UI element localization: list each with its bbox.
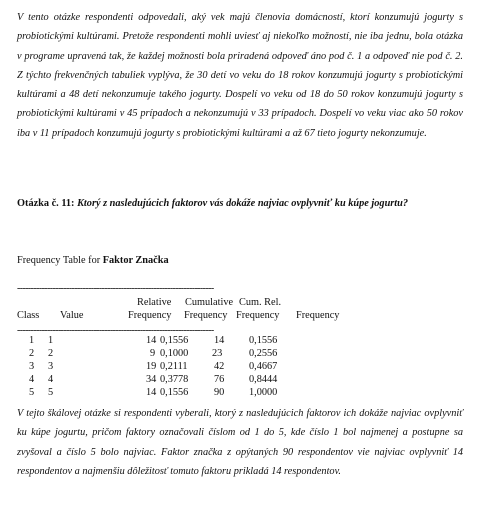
table-separator-top: ------------------------------------------------------------------------ — [17, 284, 214, 294]
cell-cumulative: 23 — [212, 348, 223, 359]
question-number: Otázka č. 11: — [17, 198, 75, 209]
cell-relative: 0,1556 — [160, 387, 189, 398]
header-frequency: Frequency — [296, 310, 340, 321]
header-frequency: Frequency — [184, 310, 228, 321]
cell-relative: 0,1556 — [160, 335, 189, 346]
question-text: Ktorý z nasledujúcich faktorov vás dokáže najviac ovplyvniť ku kúpe jogurtu? — [77, 198, 409, 209]
cell-class: 5 — [29, 387, 35, 398]
cell-class: 1 — [29, 335, 35, 346]
cell-cum-rel: 0,2556 — [249, 348, 278, 359]
cell-relative: 0,3778 — [160, 374, 189, 385]
frequency-table-title — [17, 254, 169, 268]
header-frequency: Frequency — [236, 310, 280, 321]
cell-frequency: 19 — [146, 361, 157, 372]
cell-cum-rel: 1,0000 — [249, 387, 278, 398]
cell-class: 2 — [29, 348, 35, 359]
header-frequency: Frequency — [128, 310, 172, 321]
cell-value: 1 — [48, 335, 54, 346]
paragraph-age-consumption: V tento otázke respondenti odpovedali, aký vek majú členovia domácností, ktorí konzumujú jogurty s probiotickými kultúrami. Pretože respondenti mohli uviesť aj niekoľko možností, nie iba jednu, bola otázka v programe upravená tak, že každej možnosti bola priradená odpoveď áno pod č. 1 a odpoveď nie pod č. 2. Z týchto frekvenčných tabuliek vyplýva, že 30 detí vo veku do 18 rokov konzumujú jogurty s probiotickými kultúrami a 48 detí nekonzumuje takého jogurty. Dospelí vo veku od 18 do 50 rokov konzumujú jogurty s probiotickými kultúrami v 45 prípadoch a nekonzumujú v 33 prípadoch. Dospelí vo veku viac ako 50 rokov iba v 11 prípadoch konzumujú jogurty s probiotickými kultúrami a až 67 tieto jogurty nekonzumuje. — [17, 12, 463, 139]
header-cumulative: Cumulative — [185, 297, 234, 308]
table-title-prefix: Frequency Table for — [17, 255, 101, 266]
cell-relative: 0,2111 — [160, 361, 188, 372]
header-class: Class — [17, 310, 40, 321]
cell-value: 3 — [48, 361, 54, 372]
cell-cumulative: 76 — [214, 374, 225, 385]
cell-class: 3 — [29, 361, 35, 372]
table-title-variable: Faktor Značka — [102, 255, 169, 266]
cell-frequency: 9 — [150, 348, 156, 359]
paragraph-interpretation: V tejto škálovej otázke si respondenti vyberali, ktorý z nasledujúcich faktorov ich dokáže najviac ovplyvniť ku kúpe jogurtu, pričom faktory označovali číslom od 1 do 5, kde číslo 1 bol najmenej a postupne sa zvyšoval a číslo 5 bolo najviac. Faktor značka z opýtaných 90 respondentov vie najviac ovplyvniť 14 respondentov a najmenšiu dôležitosť tomuto faktoru prikladá 14 respondentov. — [17, 408, 463, 477]
cell-cumulative: 90 — [214, 387, 225, 398]
cell-frequency: 14 — [146, 387, 157, 398]
header-relative: Relative — [137, 297, 172, 308]
cell-frequency: 34 — [146, 374, 157, 385]
cell-cumulative: 42 — [214, 361, 225, 372]
cell-cum-rel: 0,1556 — [249, 335, 278, 346]
header-value: Value — [60, 310, 84, 321]
cell-cum-rel: 0,8444 — [249, 374, 278, 385]
cell-value: 5 — [48, 387, 54, 398]
cell-frequency: 14 — [146, 335, 157, 346]
cell-value: 2 — [48, 348, 54, 359]
cell-cumulative: 14 — [214, 335, 225, 346]
cell-relative: 0,1000 — [160, 348, 189, 359]
question-11 — [17, 194, 463, 213]
cell-class: 4 — [29, 374, 35, 385]
table-separator-bottom: ------------------------------------------------------------------------ — [17, 326, 214, 336]
cell-value: 4 — [48, 374, 54, 385]
cell-cum-rel: 0,4667 — [249, 361, 278, 372]
header-cum-rel: Cum. Rel. — [239, 297, 282, 308]
